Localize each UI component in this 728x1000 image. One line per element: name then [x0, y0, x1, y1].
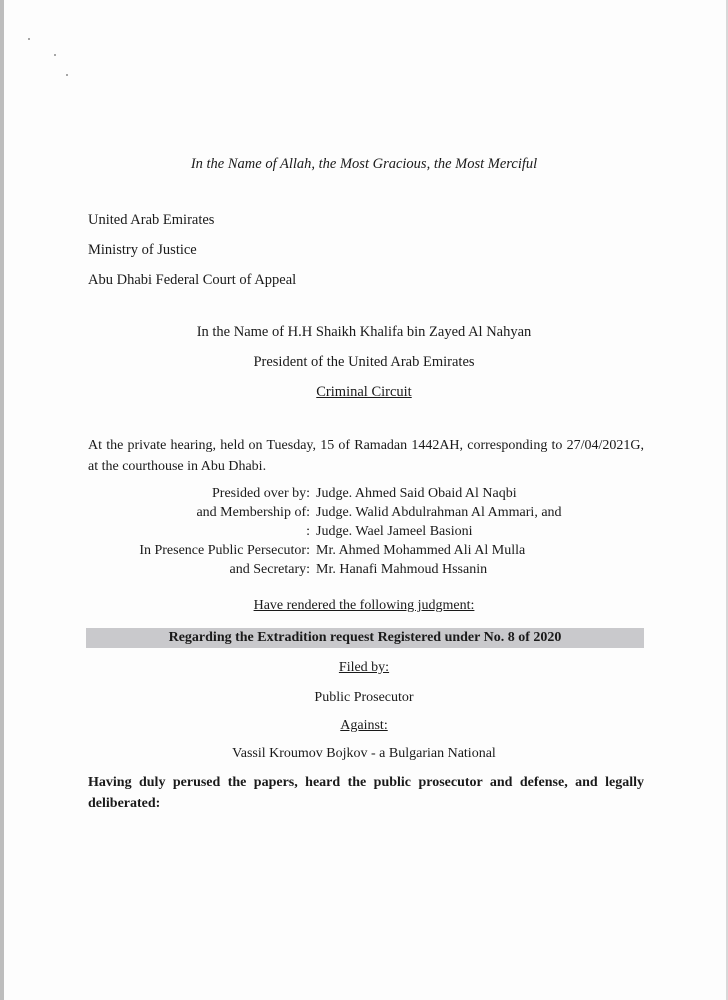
- panel-member: Judge. Wael Jameel Basioni: [316, 524, 473, 539]
- scan-left-edge: [0, 0, 4, 1000]
- circuit-title: Criminal Circuit: [316, 384, 412, 400]
- panel-role: and Secretary:: [229, 562, 310, 577]
- perusal-paragraph: Having duly perused the papers, heard the public prosecutor and defense, and legally deliberated:: [88, 775, 644, 811]
- panel-member: Mr. Hanafi Mahmoud Hssanin: [316, 562, 488, 577]
- panel-role: :: [306, 524, 310, 539]
- scan-speck: [66, 74, 68, 76]
- against-label: Against:: [340, 718, 388, 733]
- panel-role: Presided over by:: [212, 486, 310, 501]
- scan-speck: [28, 38, 30, 40]
- hearing-paragraph: At the private hearing, held on Tuesday, 15 of Ramadan 1442AH, corresponding to 27/04/2021G, at the courthouse in Abu Dhabi.: [88, 438, 644, 474]
- panel-row: [88, 541, 648, 560]
- panel-role: and Membership of:: [196, 505, 310, 520]
- court-panel: [88, 484, 648, 579]
- invocation-name: In the Name of H.H Shaikh Khalifa bin Zayed Al Nahyan: [196, 324, 532, 340]
- filed-by-label: Filed by:: [338, 660, 390, 675]
- scan-speck: [54, 54, 56, 56]
- ministry-name: Ministry of Justice: [88, 242, 197, 258]
- panel-row: [88, 484, 648, 503]
- panel-member: Judge. Walid Abdulrahman Al Ammari, and: [316, 505, 562, 520]
- panel-member: Judge. Ahmed Said Obaid Al Naqbi: [316, 486, 517, 501]
- panel-row: [88, 560, 648, 579]
- country-name: United Arab Emirates: [88, 212, 215, 228]
- invocation-title: President of the United Arab Emirates: [253, 354, 475, 370]
- basmala-line: In the Name of Allah, the Most Gracious, the Most Merciful: [190, 156, 538, 172]
- judgment-heading: Have rendered the following judgment:: [253, 598, 475, 613]
- filed-by-value: Public Prosecutor: [314, 690, 414, 705]
- court-name: Abu Dhabi Federal Court of Appeal: [88, 272, 297, 288]
- panel-row: [88, 522, 648, 541]
- panel-role: In Presence Public Persecutor:: [139, 543, 310, 558]
- against-value: Vassil Kroumov Bojkov - a Bulgarian National: [232, 746, 496, 761]
- panel-row: [88, 503, 648, 522]
- panel-member: Mr. Ahmed Mohammed Ali Al Mulla: [316, 543, 526, 558]
- case-subject-bar: Regarding the Extradition request Registered under No. 8 of 2020: [86, 628, 644, 648]
